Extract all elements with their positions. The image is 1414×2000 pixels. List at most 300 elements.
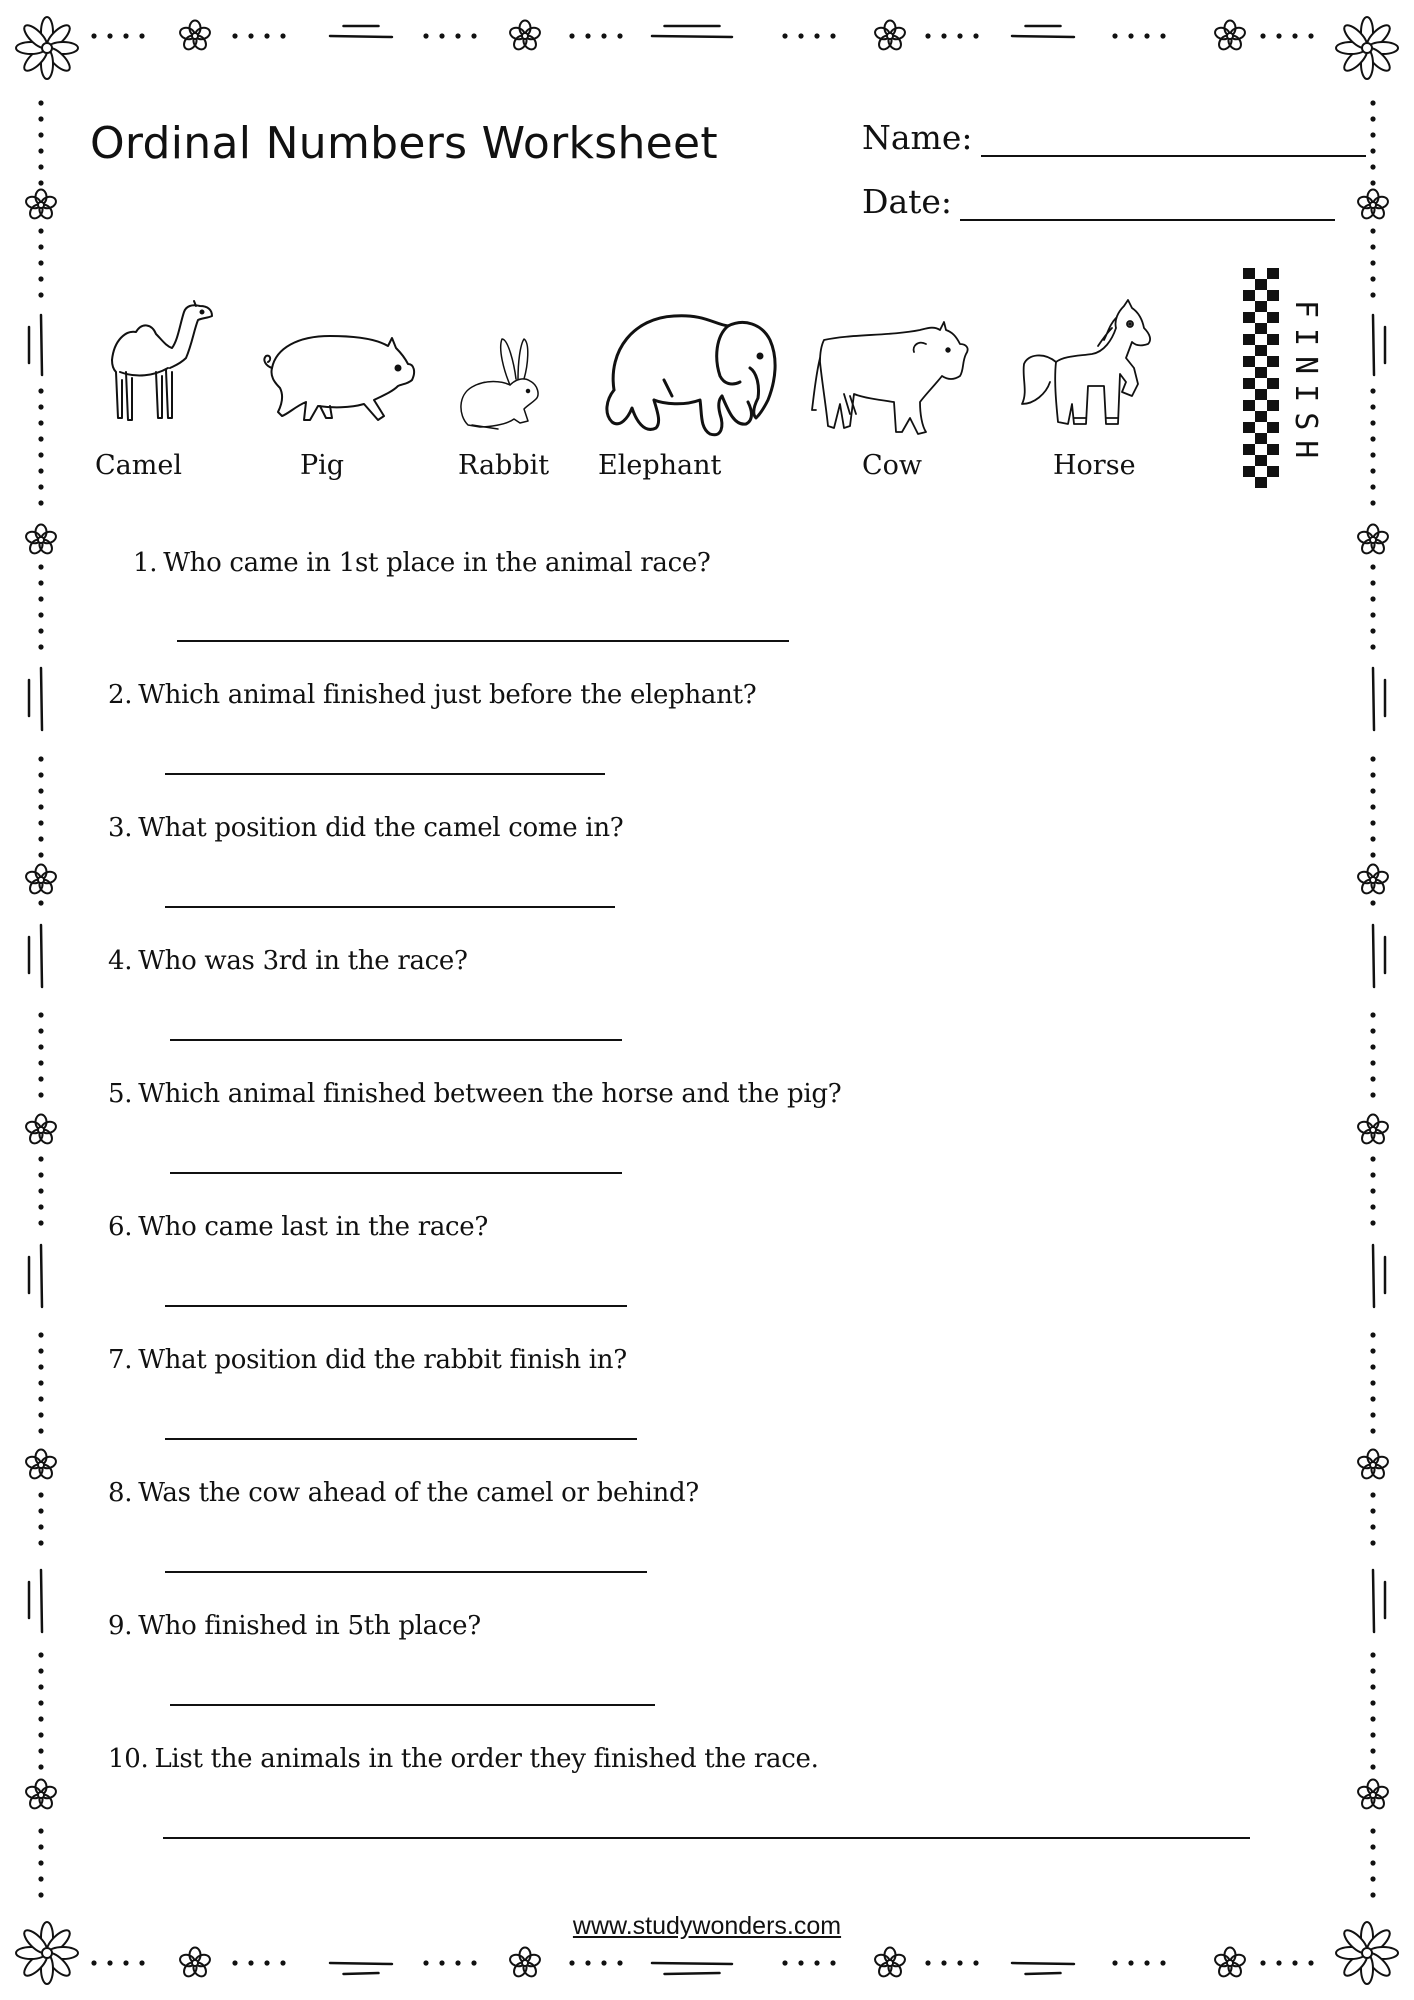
question-4: 4. Who was 3rd in the race? bbox=[108, 946, 468, 976]
border-dot bbox=[1370, 1716, 1375, 1721]
website-link[interactable]: www.studywonders.com bbox=[572, 1912, 842, 1940]
question-7: 7. What position did the rabbit finish in? bbox=[108, 1345, 627, 1375]
border-dot bbox=[38, 1860, 43, 1865]
camel-icon bbox=[100, 300, 240, 430]
flag-square bbox=[1243, 444, 1255, 455]
border-dot bbox=[139, 1960, 144, 1965]
border-dot bbox=[1370, 804, 1375, 809]
border-dot bbox=[1370, 1044, 1375, 1049]
border-dash bbox=[41, 315, 42, 375]
border-dot bbox=[1128, 1960, 1133, 1965]
question-2: 2. Which animal finished just before the elephant? bbox=[108, 680, 757, 710]
border-dot bbox=[1370, 644, 1375, 649]
border-dot bbox=[1370, 1652, 1375, 1657]
question-6: 6. Who came last in the race? bbox=[108, 1212, 489, 1242]
border-dot bbox=[1370, 1876, 1375, 1881]
border-dot bbox=[38, 820, 43, 825]
flag-square bbox=[1267, 466, 1279, 477]
checkered-flag-icon bbox=[1243, 268, 1279, 488]
border-dot bbox=[1112, 33, 1117, 38]
flag-square bbox=[1267, 378, 1279, 389]
border-dot bbox=[38, 180, 43, 185]
flag-square bbox=[1243, 279, 1255, 290]
flag-square bbox=[1243, 466, 1255, 477]
flag-square bbox=[1243, 477, 1255, 488]
border-dot bbox=[38, 100, 43, 105]
flag-square bbox=[1255, 367, 1267, 378]
small-flower-icon bbox=[1357, 1115, 1390, 1146]
border-dot bbox=[1144, 33, 1149, 38]
animal-label: Pig bbox=[300, 450, 345, 481]
border-dot bbox=[1370, 260, 1375, 265]
border-dot bbox=[1112, 1960, 1117, 1965]
border-dot bbox=[38, 1716, 43, 1721]
border-dot bbox=[1370, 1668, 1375, 1673]
border-dash bbox=[41, 668, 42, 730]
border-dot bbox=[569, 33, 574, 38]
border-dot bbox=[38, 1828, 43, 1833]
border-dot bbox=[38, 1172, 43, 1177]
date-input-line[interactable] bbox=[960, 189, 1335, 221]
animal-label: Cow bbox=[862, 450, 923, 481]
border-dot bbox=[38, 484, 43, 489]
small-flower-icon bbox=[509, 1948, 542, 1979]
border-dot bbox=[973, 1960, 978, 1965]
answer-line-6[interactable] bbox=[165, 1305, 627, 1307]
border-dot bbox=[1370, 1156, 1375, 1161]
border-dot bbox=[1370, 1828, 1375, 1833]
border-dot bbox=[38, 1508, 43, 1513]
border-dot bbox=[798, 33, 803, 38]
flag-square bbox=[1243, 455, 1255, 466]
small-flower-icon bbox=[25, 1450, 58, 1481]
border-dot bbox=[925, 33, 930, 38]
flag-square bbox=[1243, 400, 1255, 411]
border-dash bbox=[330, 36, 392, 37]
border-dot bbox=[38, 1524, 43, 1529]
border-dot bbox=[1292, 1960, 1297, 1965]
border-dash bbox=[665, 1973, 720, 1974]
border-dot bbox=[1370, 788, 1375, 793]
border-dot bbox=[91, 1960, 96, 1965]
border-dot bbox=[1370, 1412, 1375, 1417]
border-dot bbox=[38, 1364, 43, 1369]
border-dot bbox=[38, 292, 43, 297]
flag-square bbox=[1255, 345, 1267, 356]
flag-square bbox=[1267, 334, 1279, 345]
flag-square bbox=[1243, 422, 1255, 433]
border-dash bbox=[41, 925, 42, 987]
border-dot bbox=[1370, 1012, 1375, 1017]
border-dot bbox=[455, 33, 460, 38]
border-dot bbox=[1370, 596, 1375, 601]
flag-square bbox=[1243, 356, 1255, 367]
flag-square bbox=[1267, 433, 1279, 444]
flag-square bbox=[1243, 367, 1255, 378]
daisy-icon bbox=[1336, 17, 1398, 79]
answer-line-4[interactable] bbox=[170, 1039, 622, 1041]
flag-square bbox=[1243, 312, 1255, 323]
border-dot bbox=[1370, 1060, 1375, 1065]
small-flower-icon bbox=[874, 21, 907, 52]
border-dot bbox=[601, 33, 606, 38]
border-dash bbox=[1012, 1963, 1074, 1964]
border-dot bbox=[38, 132, 43, 137]
flag-square bbox=[1255, 268, 1267, 279]
border-dot bbox=[232, 1960, 237, 1965]
border-dot bbox=[38, 1892, 43, 1897]
border-dot bbox=[38, 1396, 43, 1401]
border-dot bbox=[973, 33, 978, 38]
border-dot bbox=[91, 33, 96, 38]
border-dot bbox=[280, 1960, 285, 1965]
border-dot bbox=[38, 1012, 43, 1017]
small-flower-icon bbox=[509, 21, 542, 52]
border-dot bbox=[38, 148, 43, 153]
border-dot bbox=[1370, 484, 1375, 489]
flag-square bbox=[1267, 345, 1279, 356]
answer-line-5[interactable] bbox=[170, 1172, 622, 1174]
flag-square bbox=[1255, 323, 1267, 334]
animal-label: Rabbit bbox=[458, 450, 550, 481]
border-dot bbox=[1370, 1092, 1375, 1097]
flag-square bbox=[1267, 268, 1279, 279]
border-dot bbox=[1370, 468, 1375, 473]
border-dot bbox=[1370, 1396, 1375, 1401]
flag-square bbox=[1255, 433, 1267, 444]
flag-square bbox=[1267, 356, 1279, 367]
border-dot bbox=[1276, 33, 1281, 38]
border-dot bbox=[957, 33, 962, 38]
flag-square bbox=[1255, 466, 1267, 477]
border-dot bbox=[38, 1044, 43, 1049]
border-dot bbox=[1370, 420, 1375, 425]
border-dot bbox=[38, 1668, 43, 1673]
border-dash bbox=[1012, 36, 1074, 37]
flag-square bbox=[1255, 312, 1267, 323]
border-dot bbox=[1370, 148, 1375, 153]
border-dot bbox=[471, 33, 476, 38]
flag-square bbox=[1243, 433, 1255, 444]
border-dot bbox=[1370, 1188, 1375, 1193]
border-dot bbox=[38, 1492, 43, 1497]
border-dot bbox=[1308, 33, 1313, 38]
pig-icon bbox=[260, 330, 430, 430]
border-dot bbox=[38, 1684, 43, 1689]
border-dot bbox=[38, 596, 43, 601]
flag-square bbox=[1255, 378, 1267, 389]
border-dot bbox=[1370, 820, 1375, 825]
flag-square bbox=[1243, 411, 1255, 422]
border-dot bbox=[1370, 164, 1375, 169]
animal-label: Elephant bbox=[598, 450, 722, 481]
border-dot bbox=[38, 788, 43, 793]
flag-square bbox=[1267, 400, 1279, 411]
small-flower-icon bbox=[1214, 21, 1247, 52]
border-dot bbox=[38, 756, 43, 761]
border-dot bbox=[139, 33, 144, 38]
flag-square bbox=[1243, 334, 1255, 345]
elephant-icon bbox=[604, 310, 784, 440]
flag-square bbox=[1267, 290, 1279, 301]
border-dot bbox=[248, 1960, 253, 1965]
border-dot bbox=[957, 1960, 962, 1965]
question-8: 8. Was the cow ahead of the camel or behind? bbox=[108, 1478, 699, 1508]
border-dot bbox=[1370, 292, 1375, 297]
answer-line-2[interactable] bbox=[165, 773, 605, 775]
border-dot bbox=[38, 644, 43, 649]
small-flower-icon bbox=[25, 1780, 58, 1811]
border-dot bbox=[782, 1960, 787, 1965]
daisy-icon bbox=[16, 17, 78, 79]
flag-square bbox=[1255, 455, 1267, 466]
date-field[interactable] bbox=[862, 182, 1335, 221]
question-1: 1. Who came in 1st place in the animal race? bbox=[133, 548, 711, 578]
border-dot bbox=[38, 1028, 43, 1033]
border-dash bbox=[344, 1973, 379, 1974]
small-flower-icon bbox=[25, 525, 58, 556]
border-dot bbox=[123, 33, 128, 38]
border-dot bbox=[1370, 228, 1375, 233]
flag-square bbox=[1243, 290, 1255, 301]
flag-square bbox=[1255, 444, 1267, 455]
border-dot bbox=[38, 1876, 43, 1881]
flag-square bbox=[1267, 389, 1279, 400]
border-dot bbox=[1160, 33, 1165, 38]
border-dot bbox=[1370, 1732, 1375, 1737]
small-flower-icon bbox=[1214, 1948, 1247, 1979]
border-dot bbox=[107, 33, 112, 38]
border-dot bbox=[1370, 1764, 1375, 1769]
border-dot bbox=[38, 804, 43, 809]
border-dot bbox=[232, 33, 237, 38]
border-dot bbox=[38, 564, 43, 569]
border-dot bbox=[1370, 1380, 1375, 1385]
border-dot bbox=[1370, 1684, 1375, 1689]
answer-line-7[interactable] bbox=[165, 1438, 637, 1440]
name-field[interactable] bbox=[862, 118, 1366, 157]
border-dot bbox=[1370, 1508, 1375, 1513]
border-dot bbox=[925, 1960, 930, 1965]
border-dot bbox=[1370, 388, 1375, 393]
border-dot bbox=[38, 1428, 43, 1433]
border-dot bbox=[1370, 132, 1375, 137]
border-dot bbox=[423, 1960, 428, 1965]
question-9: 9. Who finished in 5th place? bbox=[108, 1611, 481, 1641]
border-dot bbox=[264, 1960, 269, 1965]
flag-square bbox=[1267, 444, 1279, 455]
border-dot bbox=[1370, 1428, 1375, 1433]
border-dot bbox=[38, 1156, 43, 1161]
border-dot bbox=[1370, 1860, 1375, 1865]
border-dot bbox=[585, 33, 590, 38]
border-dot bbox=[1370, 772, 1375, 777]
border-dot bbox=[38, 1732, 43, 1737]
border-dot bbox=[1370, 404, 1375, 409]
border-dash bbox=[1026, 1973, 1061, 1974]
flag-square bbox=[1267, 477, 1279, 488]
date-label: Date: bbox=[862, 182, 953, 221]
border-dot bbox=[38, 1652, 43, 1657]
border-dot bbox=[1370, 436, 1375, 441]
border-dash bbox=[652, 1963, 732, 1964]
answer-line-8[interactable] bbox=[165, 1571, 647, 1573]
rabbit-icon bbox=[458, 335, 548, 435]
flag-square bbox=[1243, 345, 1255, 356]
border-dot bbox=[38, 1092, 43, 1097]
animal-label: Camel bbox=[95, 450, 182, 481]
border-dot bbox=[38, 772, 43, 777]
border-dash bbox=[652, 36, 732, 37]
flag-square bbox=[1255, 290, 1267, 301]
flag-square bbox=[1267, 323, 1279, 334]
border-dot bbox=[471, 1960, 476, 1965]
page-title: Ordinal Numbers Worksheet bbox=[90, 118, 718, 169]
border-dot bbox=[38, 836, 43, 841]
flag-square bbox=[1255, 356, 1267, 367]
small-flower-icon bbox=[874, 1948, 907, 1979]
answer-line-3[interactable] bbox=[165, 906, 615, 908]
border-dot bbox=[1308, 1960, 1313, 1965]
border-dot bbox=[423, 33, 428, 38]
border-dot bbox=[1370, 452, 1375, 457]
border-dot bbox=[1370, 1700, 1375, 1705]
border-dash bbox=[1373, 315, 1374, 375]
flag-square bbox=[1255, 411, 1267, 422]
border-dash bbox=[330, 1963, 392, 1964]
border-dot bbox=[782, 33, 787, 38]
border-dot bbox=[1370, 1172, 1375, 1177]
border-dot bbox=[941, 1960, 946, 1965]
flag-square bbox=[1255, 400, 1267, 411]
border-dash bbox=[1373, 1570, 1374, 1632]
border-dot bbox=[38, 244, 43, 249]
border-dot bbox=[38, 1332, 43, 1337]
border-dot bbox=[38, 1700, 43, 1705]
flag-square bbox=[1243, 389, 1255, 400]
border-dot bbox=[1260, 33, 1265, 38]
border-dot bbox=[1370, 1348, 1375, 1353]
cow-icon bbox=[810, 322, 985, 447]
border-dot bbox=[38, 228, 43, 233]
border-dot bbox=[569, 1960, 574, 1965]
border-dot bbox=[617, 1960, 622, 1965]
border-dot bbox=[264, 33, 269, 38]
border-dot bbox=[830, 33, 835, 38]
border-dot bbox=[1370, 1204, 1375, 1209]
small-flower-icon bbox=[1357, 1450, 1390, 1481]
flag-square bbox=[1267, 367, 1279, 378]
border-dash bbox=[41, 1570, 42, 1632]
border-dot bbox=[38, 1060, 43, 1065]
name-label: Name: bbox=[862, 118, 973, 157]
border-dot bbox=[1128, 33, 1133, 38]
flag-square bbox=[1267, 411, 1279, 422]
border-dot bbox=[1292, 33, 1297, 38]
small-flower-icon bbox=[1357, 525, 1390, 556]
border-dot bbox=[1370, 1492, 1375, 1497]
border-dot bbox=[38, 116, 43, 121]
border-dot bbox=[1370, 852, 1375, 857]
border-dot bbox=[1370, 500, 1375, 505]
border-dash bbox=[1373, 925, 1374, 987]
border-dot bbox=[38, 1764, 43, 1769]
answer-line-1[interactable] bbox=[177, 640, 789, 642]
border-dot bbox=[38, 452, 43, 457]
flag-square bbox=[1255, 389, 1267, 400]
small-flower-icon bbox=[179, 1948, 212, 1979]
border-dot bbox=[585, 1960, 590, 1965]
answer-line-9[interactable] bbox=[170, 1704, 655, 1706]
border-dot bbox=[1276, 1960, 1281, 1965]
border-dot bbox=[1370, 1028, 1375, 1033]
answer-line-10[interactable] bbox=[163, 1837, 1250, 1839]
border-dot bbox=[814, 1960, 819, 1965]
flag-square bbox=[1267, 455, 1279, 466]
border-dot bbox=[38, 1348, 43, 1353]
flag-square bbox=[1267, 301, 1279, 312]
border-dot bbox=[455, 1960, 460, 1965]
border-dot bbox=[601, 1960, 606, 1965]
border-dot bbox=[38, 260, 43, 265]
flag-square bbox=[1243, 378, 1255, 389]
name-input-line[interactable] bbox=[981, 125, 1366, 157]
question-5: 5. Which animal finished between the horse and the pig? bbox=[108, 1079, 842, 1109]
small-flower-icon bbox=[25, 1115, 58, 1146]
border-dot bbox=[38, 852, 43, 857]
border-dot bbox=[38, 420, 43, 425]
flag-square bbox=[1267, 312, 1279, 323]
flag-square bbox=[1243, 268, 1255, 279]
animal-label: Horse bbox=[1053, 450, 1136, 481]
border-dot bbox=[248, 33, 253, 38]
small-flower-icon bbox=[1357, 190, 1390, 221]
border-dot bbox=[1370, 180, 1375, 185]
border-dot bbox=[38, 436, 43, 441]
border-dot bbox=[1370, 564, 1375, 569]
border-dot bbox=[1370, 1364, 1375, 1369]
border-dot bbox=[38, 900, 43, 905]
border-dot bbox=[38, 1540, 43, 1545]
border-dot bbox=[123, 1960, 128, 1965]
border-dot bbox=[1370, 1332, 1375, 1337]
border-dot bbox=[814, 33, 819, 38]
flag-square bbox=[1255, 279, 1267, 290]
border-dot bbox=[1370, 756, 1375, 761]
border-dot bbox=[1370, 1524, 1375, 1529]
border-dot bbox=[1144, 1960, 1149, 1965]
flag-square bbox=[1255, 477, 1267, 488]
border-dot bbox=[439, 1960, 444, 1965]
question-10: 10. List the animals in the order they finished the race. bbox=[108, 1744, 819, 1774]
border-dot bbox=[941, 33, 946, 38]
border-dash bbox=[1373, 668, 1374, 730]
small-flower-icon bbox=[1357, 865, 1390, 896]
border-dot bbox=[280, 33, 285, 38]
border-dot bbox=[1370, 1076, 1375, 1081]
border-dot bbox=[38, 1748, 43, 1753]
horse-icon bbox=[1018, 300, 1158, 440]
finish-label: FINISH bbox=[1288, 300, 1323, 469]
border-dot bbox=[1260, 1960, 1265, 1965]
border-dot bbox=[38, 388, 43, 393]
flag-square bbox=[1267, 279, 1279, 290]
border-dot bbox=[38, 276, 43, 281]
border-dot bbox=[1370, 1220, 1375, 1225]
border-dot bbox=[1370, 900, 1375, 905]
border-dot bbox=[1370, 580, 1375, 585]
border-dot bbox=[1370, 836, 1375, 841]
